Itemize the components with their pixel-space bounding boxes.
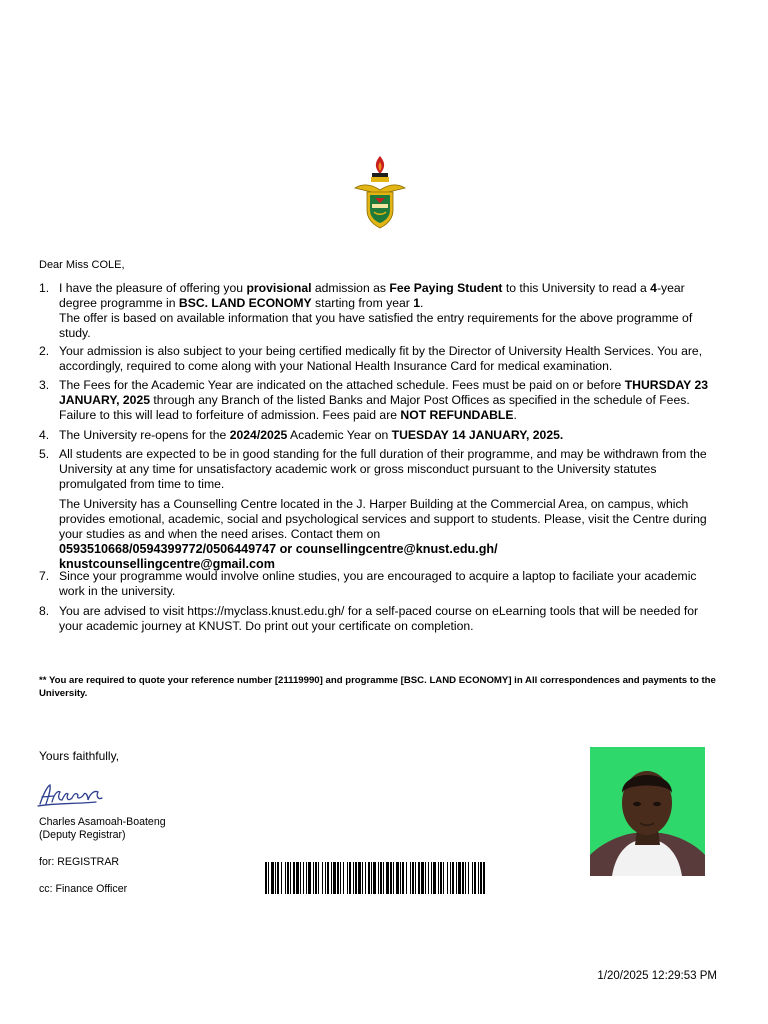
list-item: 1. I have the pleasure of offering you provisional admission as Fee Paying Student to this University to read a 4-year degree programme in BSC. LAND ECONOMY starting from year 1. The offer is based on available information that you have satisfied the entry requirements for the above programme of study. (39, 281, 693, 340)
list-item: 3. The Fees for the Academic Year are indicated on the attached schedule. Fees must be paid on or before THURSDAY 23 JANUARY, 2025 through any Branch of the listed Banks and Major Post Offices as specified in the schedule of Fees. Failure to this will lead to forfeiture of admission. Fees paid are NOT REFUNDABLE. (39, 378, 709, 422)
closing: Yours faithfully, (39, 749, 120, 763)
reference-notice: ** You are required to quote your reference number [21119990] and programme [BSC. LAND ECONOMY] in All correspondences and payments to the University. (39, 675, 716, 699)
for-registrar: for: REGISTRAR (39, 856, 120, 868)
list-item: 2. Your admission is also subject to your being certified medically fit by the Director of University Health Services. You are, accordingly, required to come along with your National Health Insurance Card for medical examination. (39, 344, 703, 373)
list-item: 4. The University re-opens for the 2024/2025 Academic Year on TUESDAY 14 JANUARY, 2025. (39, 428, 564, 442)
barcode-icon (265, 862, 485, 894)
list-item: The University has a Counselling Centre located in the J. Harper Building at the Commercial Area, on campus, which provides emotional, academic, social and psychological services and support to students. Please, visit the Centre during your studies as and when the need arises. Contact them on 0593510668/0594399772/0506449747 or counsellingcentre@knust.edu.gh/ knustcounsellingcentre@gmail.com (39, 497, 719, 569)
salutation: Dear Miss COLE, (39, 259, 125, 271)
cc-line: cc: Finance Officer (39, 883, 128, 895)
counselling-contact: 0593510668/0594399772/0506449747 or counsellingcentre@knust.edu.gh/ knustcounsellingcentre@gmail.com (59, 542, 498, 571)
list-item: 7. Since your programme would involve online studies, you are encouraged to acquire a laptop to faciliate your academic work in the university. (39, 569, 697, 598)
signer-name: Charles Asamoah-Boateng (39, 816, 166, 828)
university-crest-icon (353, 154, 407, 230)
student-photo (590, 747, 705, 876)
signature-icon (36, 780, 108, 810)
list-item: 8. You are advised to visit https://myclass.knust.edu.gh/ for a self-paced course on eLearning tools that will be needed for your academic journey at KNUST. Do print out your certificate on completion. (39, 604, 699, 633)
list-item: 5. All students are expected to be in good standing for the full duration of their programme, and may be withdrawn from the University at any time for unsatisfactory academic work or gross misconduct pursuant to the University statutes promulgated from time to time. (39, 447, 707, 491)
letter-body (39, 281, 719, 634)
signer-title: (Deputy Registrar) (39, 829, 126, 841)
signer-block (39, 816, 166, 842)
print-timestamp: 1/20/2025 12:29:53 PM (597, 970, 717, 982)
